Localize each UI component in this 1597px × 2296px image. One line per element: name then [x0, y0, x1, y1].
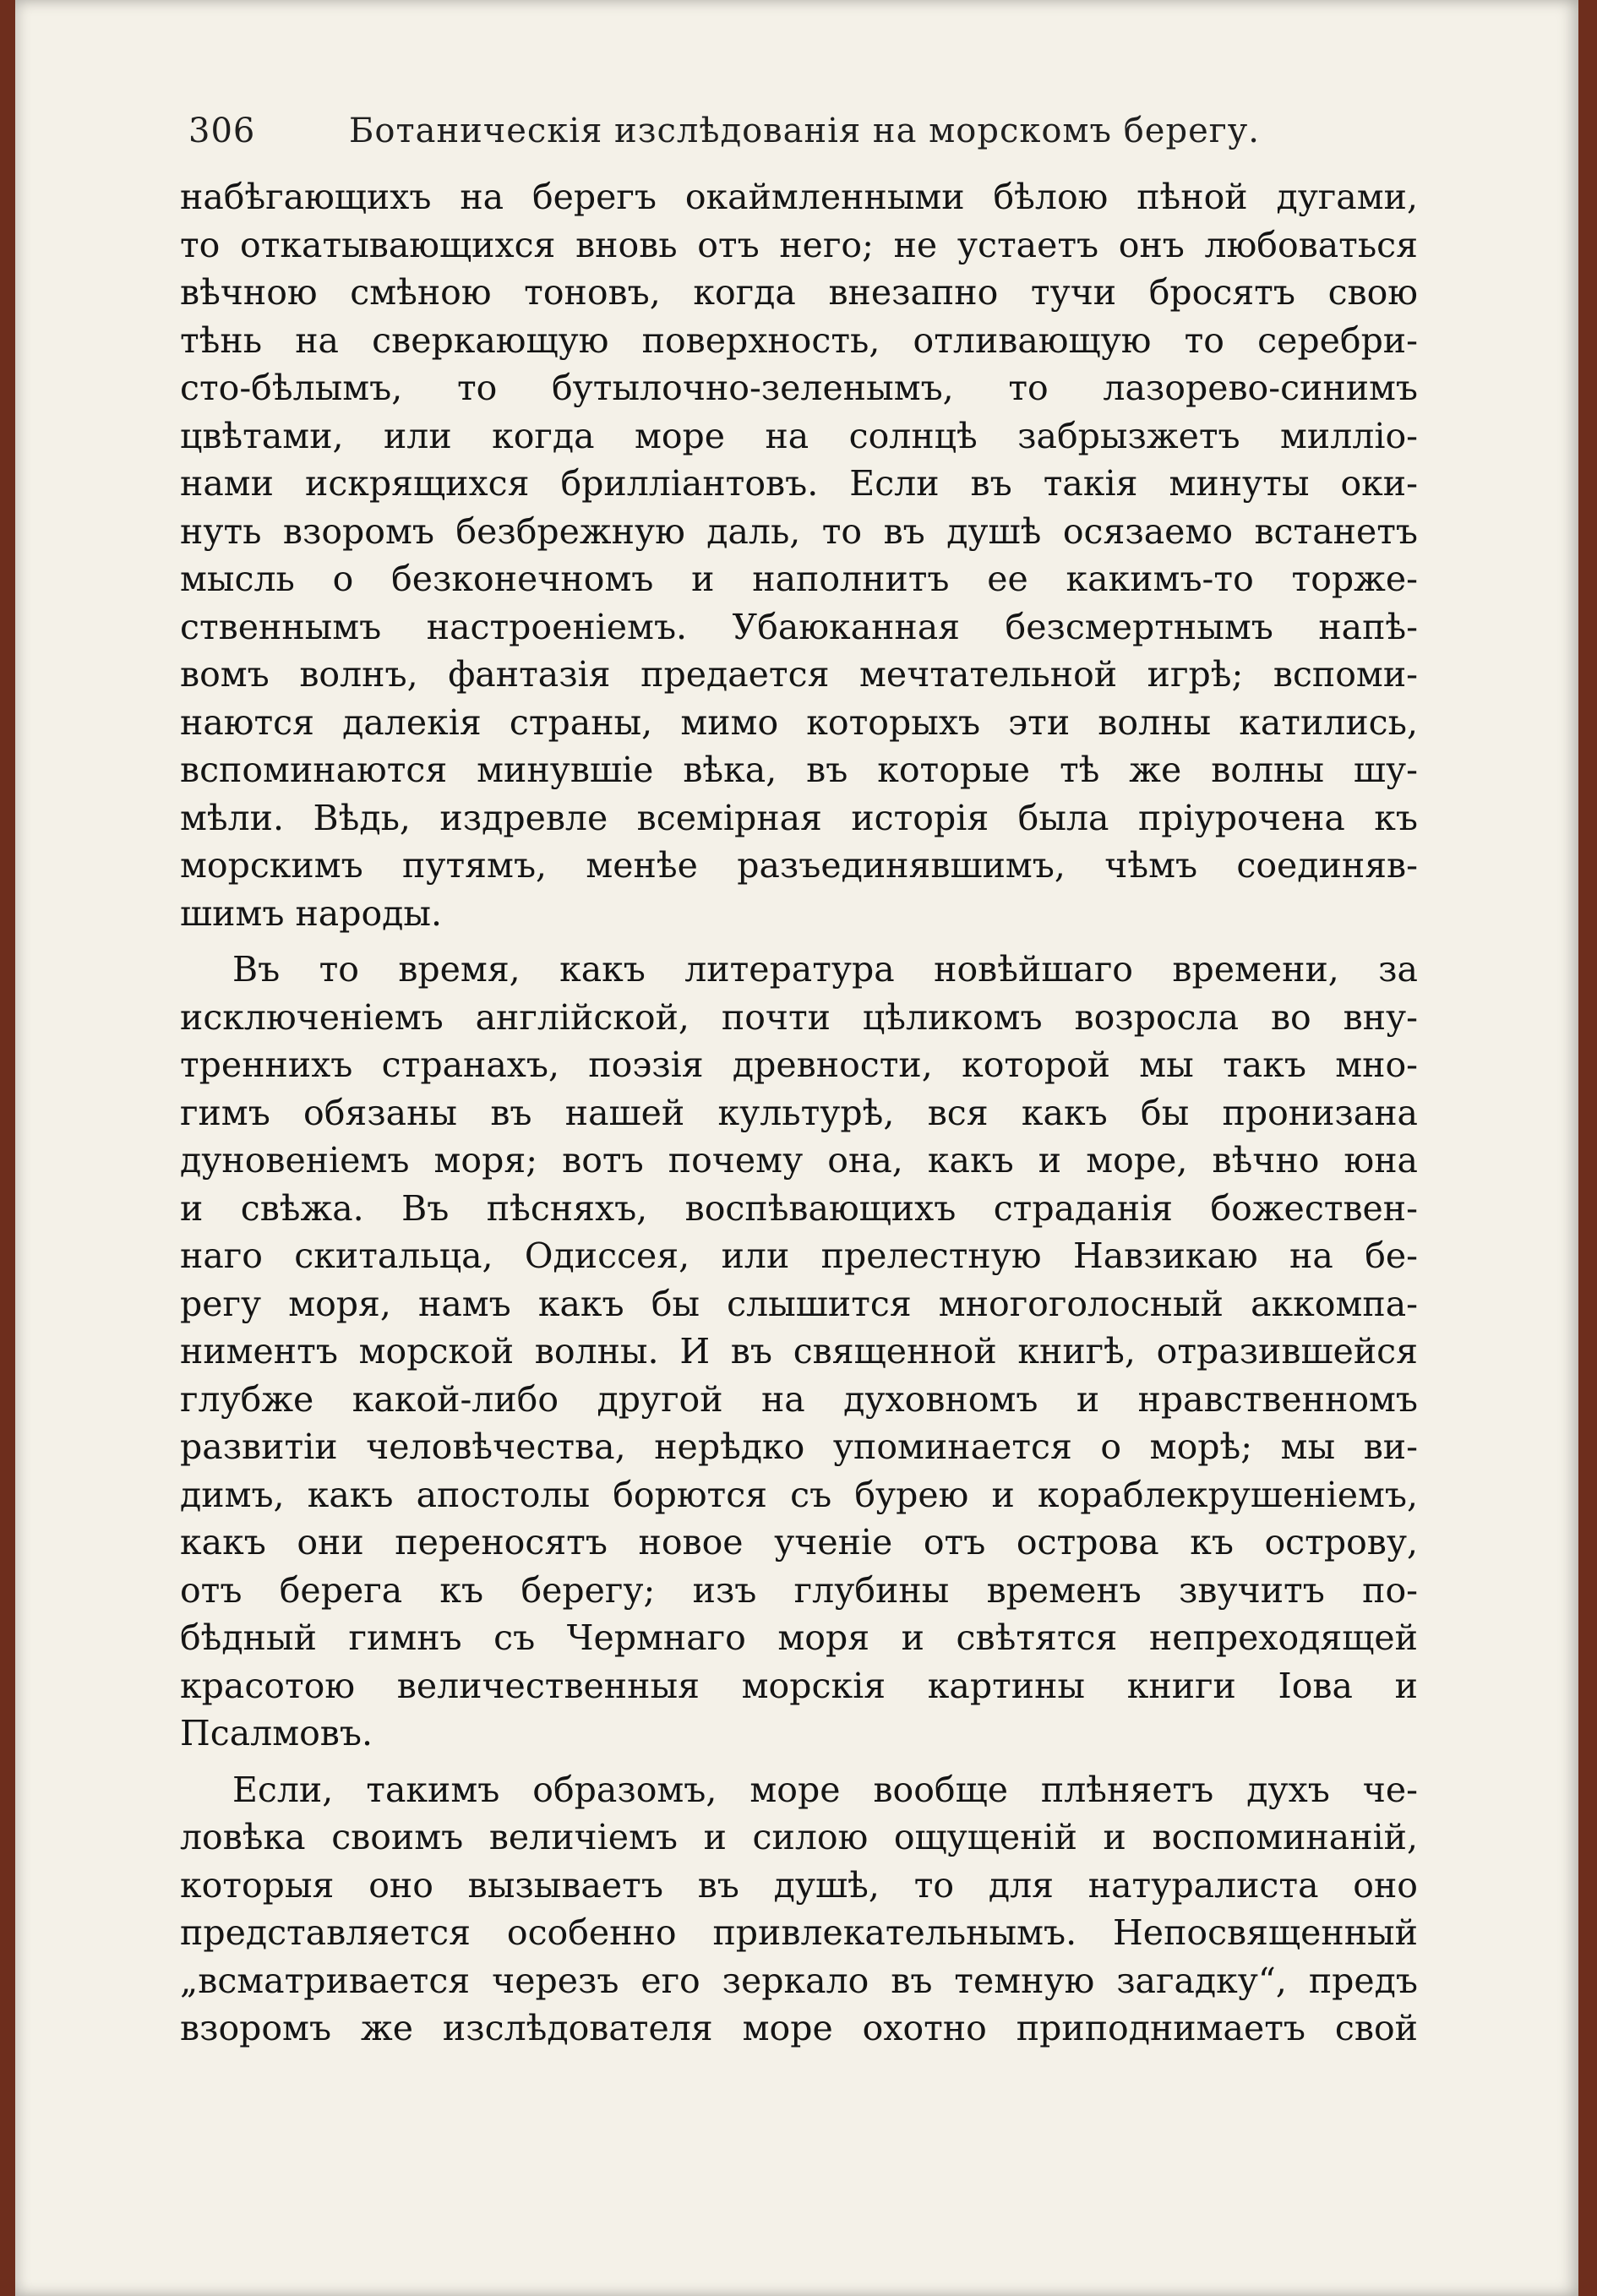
text-line: тѣнь на сверкающую поверхность, отливающую то серебри-	[180, 319, 1418, 361]
text-line: какъ они переносятъ новое ученіе отъ острова къ острову,	[180, 1522, 1418, 1562]
text-line: наются далекія страны, мимо которыхъ эти волны катились,	[180, 701, 1418, 743]
text-line: димъ, какъ апостолы борются съ бурею и кораблекрушеніемъ,	[180, 1474, 1418, 1515]
text-line: отъ берега къ берегу; изъ глубины временъ звучитъ по-	[180, 1569, 1418, 1611]
text-line: набѣгающихъ на берегъ окаймленными бѣлою пѣной дугами,	[180, 177, 1418, 217]
text-line: представляется особенно привлекательнымъ. Непосвященный	[180, 1912, 1418, 1953]
text-line: „всматривается черезъ его зеркало въ темную загадку“, предъ	[180, 1960, 1418, 2001]
text-line: вѣчною смѣною тоновъ, когда внезапно тучи бросятъ свою	[180, 272, 1418, 313]
text-line: и свѣжа. Въ пѣсняхъ, воспѣвающихъ страданія божествен-	[180, 1187, 1418, 1229]
text-line: регу моря, намъ какъ бы слышится многоголосный аккомпа-	[180, 1283, 1418, 1324]
book-page	[15, 0, 1578, 2296]
running-title: Ботаническія изслѣдованія на морскомъ берегу.	[349, 112, 1260, 150]
paragraph-3	[180, 1766, 1418, 2053]
text-line: вомъ волнъ, фантазія предается мечтательной игрѣ; вспоми-	[180, 654, 1418, 695]
text-line: ловѣка своимъ величіемъ и силою ощущеній и воспоминаній,	[180, 1817, 1418, 1857]
text-line: взоромъ же изслѣдователя море охотно приподнимаетъ свой	[180, 2008, 1418, 2048]
text-line: мѣли. Вѣдь, издревле всемірная исторія была пріурочена къ	[180, 797, 1418, 838]
text-line: исключеніемъ англійской, почти цѣликомъ возросла во вну-	[180, 996, 1418, 1038]
text-line: нуть взоромъ безбрежную даль, то въ душѣ осязаемо встанетъ	[180, 510, 1418, 552]
text-line: шимъ народы.	[180, 892, 443, 934]
text-line: то откатывающихся вновь отъ него; не устаетъ онъ любоваться	[180, 224, 1418, 265]
text-line: бѣдный гимнъ съ Чермнаго моря и свѣтятся непреходящей	[180, 1617, 1418, 1658]
paragraph-1	[180, 173, 1418, 937]
text-line: ниментъ морской волны. И въ священной книгѣ, отразившейся	[180, 1331, 1418, 1372]
text-line: сто-бѣлымъ, то бутылочно-зеленымъ, то лазорево-синимъ	[180, 368, 1418, 408]
text-line: дуновеніемъ моря; вотъ почему она, какъ и море, вѣчно юна	[180, 1140, 1418, 1181]
text-line: глубже какой-либо другой на духовномъ и нравственномъ	[180, 1378, 1418, 1420]
text-line: наго скитальца, Одиссея, или прелестную Навзикаю на бе-	[180, 1235, 1418, 1276]
text-line: мысль о безконечномъ и наполнитъ ее какимъ-то торже-	[180, 559, 1418, 599]
text-line: треннихъ странахъ, поэзія древности, которой мы такъ мно-	[180, 1044, 1418, 1085]
text-line: ственнымъ настроеніемъ. Убаюканная безсмертнымъ напѣ-	[180, 606, 1418, 647]
text-line: красотою величественныя морскія картины книги Іова и	[180, 1665, 1418, 1706]
paragraph-2	[180, 946, 1418, 1758]
body-text	[180, 173, 1418, 2053]
text-line: нами искрящихся бриллiантовъ. Если въ такія минуты оки-	[180, 463, 1418, 504]
text-line: Въ то время, какъ литература новѣйшаго времени, за	[232, 949, 1418, 990]
text-line: гимъ обязаны въ нашей культурѣ, вся какъ бы пронизана	[180, 1092, 1418, 1133]
text-line: которыя оно вызываетъ въ душѣ, то для натуралиста оно	[180, 1864, 1418, 1906]
page-header	[188, 112, 1422, 150]
page-number: 306	[188, 112, 256, 150]
text-line: Псалмовъ.	[180, 1713, 373, 1753]
text-line: вспоминаются минувшіе вѣка, въ которые тѣ же волны шу-	[180, 750, 1418, 790]
text-line: морскимъ путямъ, менѣе разъединявшимъ, чѣмъ соединяв-	[180, 845, 1418, 886]
text-line: Если, такимъ образомъ, море вообще плѣняетъ духъ че-	[232, 1769, 1418, 1810]
text-line: цвѣтами, или когда море на солнцѣ забрызжетъ милліо-	[180, 415, 1418, 456]
text-line: развитіи человѣчества, нерѣдко упоминается о морѣ; мы ви-	[180, 1426, 1418, 1467]
